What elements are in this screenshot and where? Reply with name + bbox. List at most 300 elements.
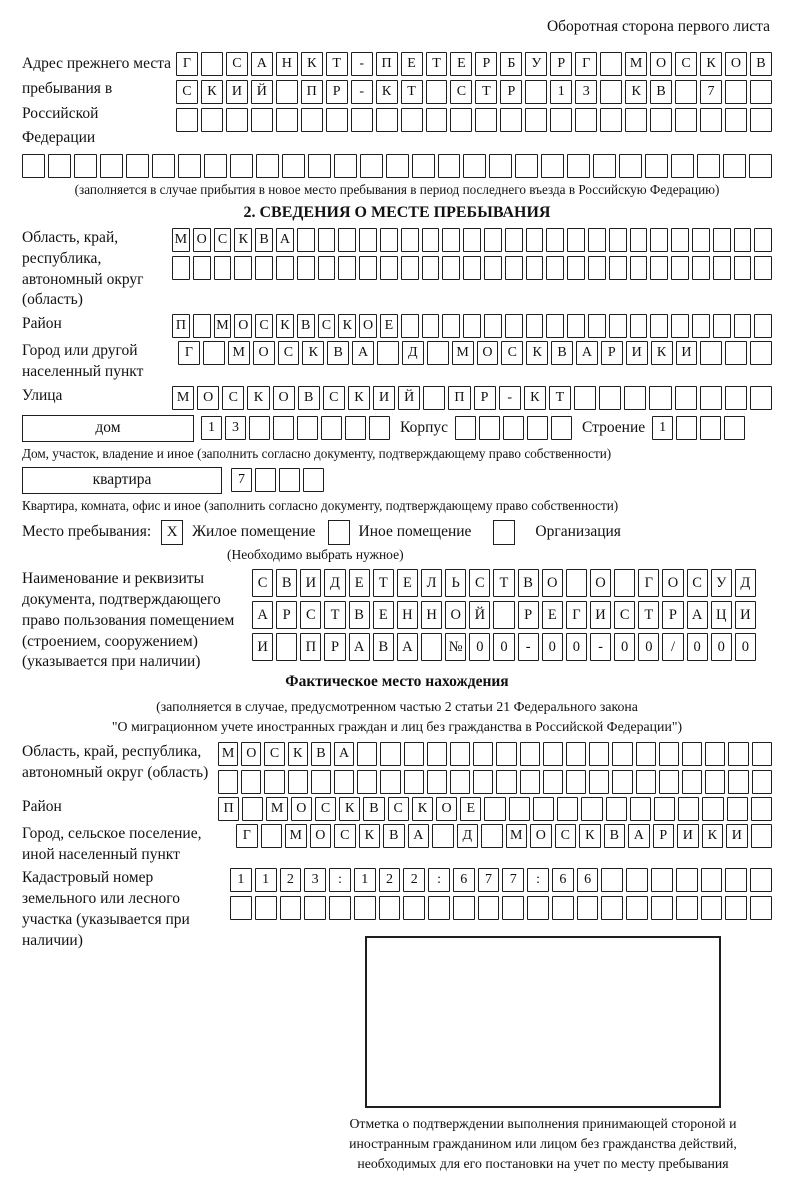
form-cell[interactable] — [453, 896, 475, 920]
form-cell[interactable] — [318, 256, 336, 280]
form-cell[interactable]: А — [576, 341, 598, 365]
form-cell[interactable] — [525, 108, 547, 132]
form-cell[interactable] — [601, 896, 623, 920]
form-cell[interactable]: К — [288, 742, 308, 766]
form-cell[interactable] — [650, 314, 668, 338]
act-region-row-2[interactable] — [218, 770, 772, 794]
form-cell[interactable]: О — [542, 569, 563, 597]
form-cell[interactable] — [359, 256, 377, 280]
form-cell[interactable] — [630, 256, 648, 280]
document-row-3[interactable] — [252, 633, 756, 661]
form-cell[interactable]: О — [662, 569, 683, 597]
form-cell[interactable] — [404, 770, 424, 794]
form-cell[interactable] — [308, 154, 331, 178]
form-cell[interactable] — [678, 797, 699, 821]
form-cell[interactable] — [288, 770, 308, 794]
form-cell[interactable]: В — [363, 797, 384, 821]
form-cell[interactable]: С — [255, 314, 273, 338]
form-cell[interactable]: Р — [276, 601, 297, 629]
form-cell[interactable] — [442, 228, 460, 252]
form-cell[interactable]: 0 — [469, 633, 490, 661]
form-cell[interactable]: О — [273, 386, 295, 410]
act-city-row[interactable] — [236, 824, 772, 848]
form-cell[interactable]: : — [527, 868, 549, 892]
form-cell[interactable]: С — [334, 824, 356, 848]
form-cell[interactable] — [438, 154, 461, 178]
form-cell[interactable] — [692, 256, 710, 280]
form-cell[interactable]: Д — [402, 341, 424, 365]
form-cell[interactable] — [754, 228, 772, 252]
form-cell[interactable] — [427, 341, 449, 365]
form-cell[interactable]: 0 — [493, 633, 514, 661]
form-cell[interactable]: О — [234, 314, 252, 338]
form-cell[interactable]: В — [276, 569, 297, 597]
form-cell[interactable] — [241, 770, 261, 794]
form-cell[interactable] — [752, 742, 772, 766]
form-cell[interactable] — [609, 314, 627, 338]
form-cell[interactable]: - — [351, 80, 373, 104]
form-cell[interactable] — [172, 256, 190, 280]
form-cell[interactable]: Т — [326, 52, 348, 76]
form-cell[interactable]: К — [339, 797, 360, 821]
form-cell[interactable] — [609, 256, 627, 280]
form-cell[interactable] — [503, 416, 524, 440]
form-cell[interactable]: В — [551, 341, 573, 365]
form-cell[interactable] — [692, 228, 710, 252]
form-cell[interactable]: 6 — [577, 868, 599, 892]
form-cell[interactable] — [463, 256, 481, 280]
form-cell[interactable]: А — [628, 824, 650, 848]
form-cell[interactable] — [651, 868, 673, 892]
form-cell[interactable]: М — [218, 742, 238, 766]
form-cell[interactable] — [264, 770, 284, 794]
form-cell[interactable] — [427, 742, 447, 766]
form-cell[interactable] — [725, 386, 747, 410]
form-cell[interactable] — [338, 228, 356, 252]
form-cell[interactable] — [675, 386, 697, 410]
form-cell[interactable] — [357, 742, 377, 766]
form-cell[interactable] — [326, 108, 348, 132]
form-cell[interactable]: Й — [251, 80, 273, 104]
cadastre-row-1[interactable] — [230, 868, 772, 892]
form-cell[interactable] — [750, 868, 772, 892]
form-cell[interactable]: П — [376, 52, 398, 76]
form-cell[interactable] — [377, 341, 399, 365]
form-cell[interactable]: Р — [550, 52, 572, 76]
form-cell[interactable] — [152, 154, 175, 178]
form-cell[interactable]: : — [329, 868, 351, 892]
form-cell[interactable] — [502, 896, 524, 920]
form-cell[interactable] — [541, 154, 564, 178]
form-cell[interactable]: / — [662, 633, 683, 661]
form-cell[interactable] — [74, 154, 97, 178]
form-cell[interactable] — [700, 341, 722, 365]
form-cell[interactable] — [650, 108, 672, 132]
form-cell[interactable] — [520, 770, 540, 794]
form-cell[interactable] — [505, 228, 523, 252]
form-cell[interactable]: 3 — [304, 868, 326, 892]
form-cell[interactable] — [255, 468, 276, 492]
form-cell[interactable] — [401, 314, 419, 338]
form-cell[interactable]: И — [676, 341, 698, 365]
form-cell[interactable]: К — [702, 824, 724, 848]
form-cell[interactable] — [676, 416, 697, 440]
form-cell[interactable] — [484, 228, 502, 252]
form-cell[interactable] — [581, 797, 602, 821]
form-cell[interactable] — [297, 228, 315, 252]
form-cell[interactable]: В — [383, 824, 405, 848]
form-cell[interactable] — [671, 314, 689, 338]
form-cell[interactable]: 0 — [614, 633, 635, 661]
form-cell[interactable]: Р — [500, 80, 522, 104]
form-cell[interactable]: 0 — [638, 633, 659, 661]
form-cell[interactable] — [379, 896, 401, 920]
form-cell[interactable]: И — [735, 601, 756, 629]
form-cell[interactable] — [48, 154, 71, 178]
form-cell[interactable]: У — [711, 569, 732, 597]
form-cell[interactable] — [515, 154, 538, 178]
form-cell[interactable]: К — [247, 386, 269, 410]
form-cell[interactable] — [256, 154, 279, 178]
form-cell[interactable] — [713, 256, 731, 280]
form-cell[interactable] — [421, 633, 442, 661]
form-cell[interactable]: С — [226, 52, 248, 76]
form-cell[interactable]: С — [318, 314, 336, 338]
form-cell[interactable] — [230, 154, 253, 178]
form-cell[interactable] — [751, 824, 773, 848]
form-cell[interactable] — [276, 256, 294, 280]
form-cell[interactable] — [588, 228, 606, 252]
form-cell[interactable]: Г — [178, 341, 200, 365]
form-cell[interactable] — [723, 154, 746, 178]
form-cell[interactable]: В — [298, 386, 320, 410]
form-cell[interactable] — [526, 256, 544, 280]
form-cell[interactable] — [329, 896, 351, 920]
form-cell[interactable]: К — [700, 52, 722, 76]
form-cell[interactable] — [242, 797, 263, 821]
form-cell[interactable]: Р — [326, 80, 348, 104]
form-cell[interactable]: В — [349, 601, 370, 629]
form-cell[interactable] — [659, 742, 679, 766]
form-cell[interactable]: 0 — [542, 633, 563, 661]
form-cell[interactable] — [725, 896, 747, 920]
form-cell[interactable] — [701, 868, 723, 892]
form-cell[interactable]: В — [650, 80, 672, 104]
form-cell[interactable]: Е — [542, 601, 563, 629]
form-cell[interactable] — [734, 314, 752, 338]
form-cell[interactable] — [550, 108, 572, 132]
form-cell[interactable]: Н — [276, 52, 298, 76]
form-cell[interactable] — [566, 742, 586, 766]
form-cell[interactable]: К — [234, 228, 252, 252]
form-cell[interactable] — [380, 256, 398, 280]
form-cell[interactable]: А — [251, 52, 273, 76]
form-cell[interactable]: В — [518, 569, 539, 597]
form-cell[interactable] — [505, 314, 523, 338]
form-cell[interactable] — [376, 108, 398, 132]
form-cell[interactable] — [276, 80, 298, 104]
form-cell[interactable] — [728, 742, 748, 766]
form-cell[interactable]: Р — [518, 601, 539, 629]
form-cell[interactable]: М — [266, 797, 287, 821]
form-cell[interactable]: С — [469, 569, 490, 597]
form-cell[interactable]: Н — [397, 601, 418, 629]
form-cell[interactable] — [750, 80, 772, 104]
form-cell[interactable] — [282, 154, 305, 178]
form-cell[interactable] — [463, 314, 481, 338]
form-cell[interactable]: П — [218, 797, 239, 821]
form-cell[interactable] — [705, 770, 725, 794]
form-cell[interactable]: - — [351, 52, 373, 76]
form-cell[interactable]: П — [448, 386, 470, 410]
form-cell[interactable]: О — [197, 386, 219, 410]
form-cell[interactable]: И — [252, 633, 273, 661]
form-cell[interactable] — [261, 824, 283, 848]
district-row[interactable] — [172, 314, 772, 338]
form-cell[interactable]: К — [524, 386, 546, 410]
street-row[interactable] — [172, 386, 772, 410]
form-cell[interactable]: Е — [460, 797, 481, 821]
form-cell[interactable] — [692, 314, 710, 338]
form-cell[interactable]: И — [590, 601, 611, 629]
form-cell[interactable] — [546, 228, 564, 252]
form-cell[interactable]: Г — [566, 601, 587, 629]
form-cell[interactable] — [412, 154, 435, 178]
form-cell[interactable] — [566, 569, 587, 597]
form-cell[interactable] — [334, 770, 354, 794]
form-cell[interactable] — [380, 742, 400, 766]
form-cell[interactable]: В — [327, 341, 349, 365]
form-cell[interactable] — [533, 797, 554, 821]
form-cell[interactable] — [442, 314, 460, 338]
form-cell[interactable]: Е — [397, 569, 418, 597]
form-cell[interactable] — [676, 896, 698, 920]
form-cell[interactable]: Г — [236, 824, 258, 848]
form-cell[interactable] — [357, 770, 377, 794]
form-cell[interactable] — [724, 416, 745, 440]
form-cell[interactable] — [496, 742, 516, 766]
form-cell[interactable]: Р — [662, 601, 683, 629]
form-cell[interactable] — [636, 742, 656, 766]
form-cell[interactable] — [273, 416, 294, 440]
form-cell[interactable] — [100, 154, 123, 178]
form-cell[interactable]: К — [579, 824, 601, 848]
form-cell[interactable]: К — [412, 797, 433, 821]
form-cell[interactable]: М — [285, 824, 307, 848]
form-cell[interactable] — [193, 314, 211, 338]
form-cell[interactable] — [619, 154, 642, 178]
document-row-1[interactable] — [252, 569, 756, 597]
form-cell[interactable]: 0 — [566, 633, 587, 661]
form-cell[interactable]: А — [352, 341, 374, 365]
form-cell[interactable] — [626, 868, 648, 892]
form-cell[interactable]: 3 — [225, 416, 246, 440]
form-cell[interactable] — [654, 797, 675, 821]
form-cell[interactable]: С — [388, 797, 409, 821]
form-cell[interactable] — [493, 601, 514, 629]
form-cell[interactable] — [351, 108, 373, 132]
form-cell[interactable] — [311, 770, 331, 794]
form-cell[interactable] — [214, 256, 232, 280]
form-cell[interactable] — [600, 80, 622, 104]
form-cell[interactable] — [750, 896, 772, 920]
form-cell[interactable]: Е — [450, 52, 472, 76]
form-cell[interactable] — [359, 228, 377, 252]
residential-checkbox[interactable]: X — [161, 520, 183, 545]
form-cell[interactable] — [546, 256, 564, 280]
apartment-number-cells[interactable] — [231, 468, 324, 492]
form-cell[interactable] — [255, 256, 273, 280]
form-cell[interactable] — [671, 228, 689, 252]
form-cell[interactable] — [251, 108, 273, 132]
form-cell[interactable] — [624, 386, 646, 410]
form-cell[interactable] — [450, 108, 472, 132]
form-cell[interactable]: О — [650, 52, 672, 76]
form-cell[interactable]: В — [255, 228, 273, 252]
form-cell[interactable] — [626, 896, 648, 920]
form-cell[interactable]: П — [172, 314, 190, 338]
form-cell[interactable] — [427, 770, 447, 794]
form-cell[interactable]: И — [626, 341, 648, 365]
form-cell[interactable] — [509, 797, 530, 821]
form-cell[interactable]: С — [214, 228, 232, 252]
form-cell[interactable] — [599, 386, 621, 410]
form-cell[interactable]: Т — [475, 80, 497, 104]
form-cell[interactable] — [750, 341, 772, 365]
form-cell[interactable] — [403, 896, 425, 920]
form-cell[interactable]: М — [172, 228, 190, 252]
form-cell[interactable] — [546, 314, 564, 338]
form-cell[interactable]: А — [334, 742, 354, 766]
form-cell[interactable]: С — [675, 52, 697, 76]
form-cell[interactable]: О — [725, 52, 747, 76]
form-cell[interactable] — [566, 770, 586, 794]
form-cell[interactable]: С — [264, 742, 284, 766]
form-cell[interactable]: О — [291, 797, 312, 821]
prev-address-row-2[interactable] — [176, 80, 772, 104]
form-cell[interactable] — [249, 416, 270, 440]
form-cell[interactable] — [450, 770, 470, 794]
form-cell[interactable] — [478, 896, 500, 920]
form-cell[interactable]: А — [397, 633, 418, 661]
form-cell[interactable] — [204, 154, 227, 178]
form-cell[interactable] — [380, 770, 400, 794]
form-cell[interactable]: П — [301, 80, 323, 104]
form-cell[interactable] — [701, 896, 723, 920]
form-cell[interactable] — [697, 154, 720, 178]
form-cell[interactable]: 1 — [550, 80, 572, 104]
form-cell[interactable]: Ь — [445, 569, 466, 597]
form-cell[interactable] — [700, 108, 722, 132]
form-cell[interactable] — [473, 770, 493, 794]
form-cell[interactable]: В — [297, 314, 315, 338]
form-cell[interactable]: А — [349, 633, 370, 661]
form-cell[interactable] — [203, 341, 225, 365]
form-cell[interactable] — [713, 228, 731, 252]
region-row-1[interactable] — [172, 228, 772, 252]
act-district-row[interactable] — [218, 797, 772, 821]
form-cell[interactable]: Р — [653, 824, 675, 848]
form-cell[interactable] — [557, 797, 578, 821]
form-cell[interactable] — [675, 80, 697, 104]
form-cell[interactable] — [649, 386, 671, 410]
form-cell[interactable] — [255, 896, 277, 920]
form-cell[interactable] — [475, 108, 497, 132]
form-cell[interactable] — [612, 770, 632, 794]
form-cell[interactable]: 0 — [711, 633, 732, 661]
form-cell[interactable]: С — [687, 569, 708, 597]
form-cell[interactable] — [321, 416, 342, 440]
form-cell[interactable] — [526, 314, 544, 338]
form-cell[interactable] — [754, 256, 772, 280]
form-cell[interactable] — [484, 256, 502, 280]
form-cell[interactable]: № — [445, 633, 466, 661]
form-cell[interactable]: В — [311, 742, 331, 766]
form-cell[interactable] — [525, 80, 547, 104]
form-cell[interactable]: И — [677, 824, 699, 848]
form-cell[interactable]: С — [501, 341, 523, 365]
form-cell[interactable] — [345, 416, 366, 440]
form-cell[interactable]: Т — [401, 80, 423, 104]
form-cell[interactable]: О — [359, 314, 377, 338]
form-cell[interactable]: 7 — [478, 868, 500, 892]
form-cell[interactable] — [589, 770, 609, 794]
form-cell[interactable]: Е — [401, 52, 423, 76]
form-cell[interactable] — [201, 52, 223, 76]
form-cell[interactable]: К — [301, 52, 323, 76]
form-cell[interactable] — [551, 416, 572, 440]
form-cell[interactable] — [338, 256, 356, 280]
form-cell[interactable]: - — [518, 633, 539, 661]
form-cell[interactable] — [527, 896, 549, 920]
form-cell[interactable] — [671, 154, 694, 178]
form-cell[interactable]: А — [276, 228, 294, 252]
form-cell[interactable]: Т — [426, 52, 448, 76]
act-region-row-1[interactable] — [218, 742, 772, 766]
form-cell[interactable] — [520, 742, 540, 766]
prev-address-row-1[interactable] — [176, 52, 772, 76]
form-cell[interactable]: О — [590, 569, 611, 597]
form-cell[interactable]: М — [214, 314, 232, 338]
form-cell[interactable]: О — [310, 824, 332, 848]
form-cell[interactable]: О — [445, 601, 466, 629]
form-cell[interactable] — [463, 228, 481, 252]
form-cell[interactable]: С — [278, 341, 300, 365]
form-cell[interactable]: С — [555, 824, 577, 848]
form-cell[interactable] — [428, 896, 450, 920]
form-cell[interactable] — [659, 770, 679, 794]
form-cell[interactable]: Г — [176, 52, 198, 76]
form-cell[interactable] — [432, 824, 454, 848]
form-cell[interactable] — [455, 416, 476, 440]
form-cell[interactable] — [543, 742, 563, 766]
form-cell[interactable]: Р — [601, 341, 623, 365]
form-cell[interactable] — [500, 108, 522, 132]
form-cell[interactable] — [386, 154, 409, 178]
other-premises-checkbox[interactable] — [328, 520, 350, 545]
form-cell[interactable]: 2 — [403, 868, 425, 892]
form-cell[interactable]: Д — [324, 569, 345, 597]
stroenie-cells[interactable] — [652, 416, 745, 440]
cadastre-row-2[interactable] — [230, 896, 772, 920]
form-cell[interactable]: Г — [638, 569, 659, 597]
form-cell[interactable] — [625, 108, 647, 132]
form-cell[interactable] — [676, 868, 698, 892]
form-cell[interactable] — [600, 108, 622, 132]
form-cell[interactable]: С — [315, 797, 336, 821]
form-cell[interactable] — [725, 868, 747, 892]
form-cell[interactable] — [360, 154, 383, 178]
